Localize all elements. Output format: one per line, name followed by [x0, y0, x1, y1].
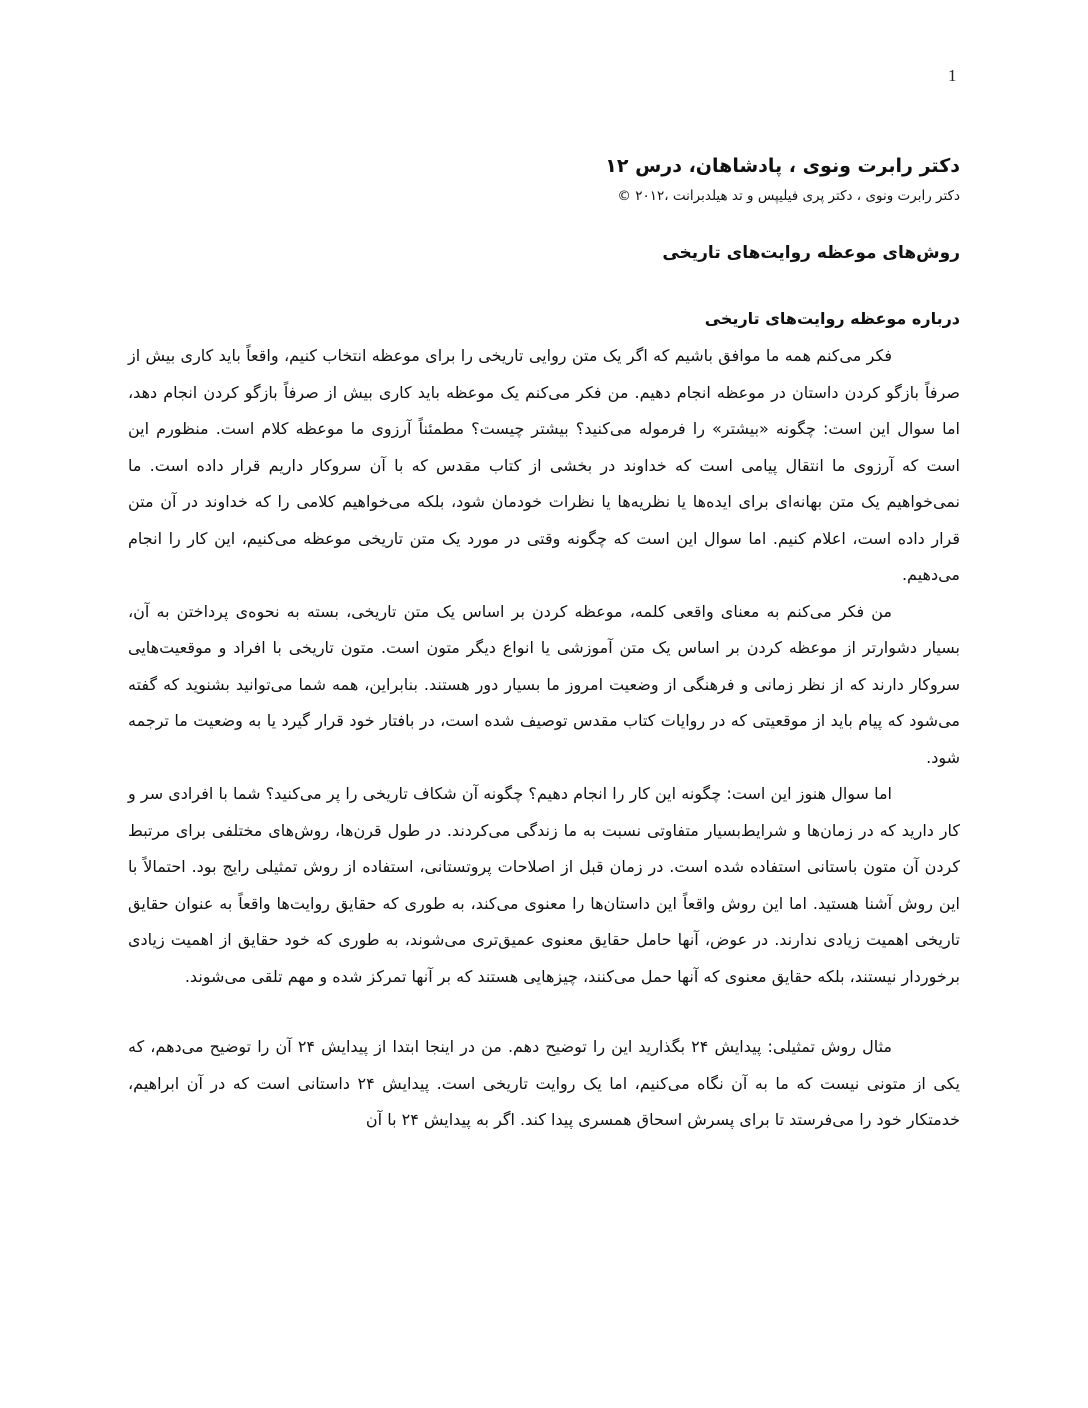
- document-title: دکتر رابرت ونوی ، پادشاهان، درس ۱۲: [605, 155, 960, 177]
- page-number: 1: [948, 66, 957, 85]
- paragraph-spacer: [128, 995, 960, 1029]
- copyright-line: دکتر رابرت ونوی ، دکتر پری فیلیپس و تد هیلدبرانت ،۲۰۱۲ ©: [617, 188, 960, 204]
- paragraph: مثال روش تمثیلی: پیدایش ۲۴ بگذارید این را توضیح دهم. من در اینجا ابتدا از پیدایش ۲۴ آن را توضیح می‌دهم، که یکی از متونی نیست که ما به آن نگاه می‌کنیم، اما یک روایت تاریخی است. پیدایش ۲۴ داستانی است که در آن ابراهیم، خدمتکار خود را می‌فرستد تا برای پسرش اسحاق همسری پیدا کند. اگر به پیدایش ۲۴ با آن: [128, 1037, 960, 1129]
- subheading: درباره موعظه روایت‌های تاریخی: [704, 309, 960, 328]
- paragraph: من فکر می‌کنم به معنای واقعی کلمه، موعظه کردن بر اساس یک متن تاریخی، بسته به نحوه‌ی پرداختن به آن، بسیار دشوارتر از موعظه کردن بر اساس یک متن آموزشی یا انواع دیگر متون است. متون تاریخی با افراد و موقعیت‌هایی سروکار دارند که از نظر زمانی و فرهنگی از وضعیت امروز ما بسیار دور هستند. بنابراین، همه شما می‌توانید بشنوید که گفته می‌شود که پیام باید از موقعیتی که در روایات کتاب مقدس توصیف شده است، در بافتار خود قرار گیرد یا به وضعیت ما ترجمه شود.: [128, 601, 960, 767]
- section-heading: روش‌های موعظه روایت‌های تاریخی: [662, 243, 960, 263]
- paragraph: اما سوال هنوز این است: چگونه این کار را انجام دهیم؟ چگونه آن شکاف تاریخی را پر می‌کنید؟ شما با افرادی سر و کار دارید که در زمان‌ها و شرایط‌بسیار متفاوتی نسبت به ما زندگی می‌کردند. در طول قرن‌ها، روش‌های مختلفی برای مرتبط کردن آن متون باستانی استفاده شده است. در زمان قبل از اصلاحات پروتستانی، استفاده از روش تمثیلی رایج بود. احتمالاً با این روش آشنا هستید. اما این روش واقعاً این داستان‌ها را معنوی می‌کند، به طوری که حقایق روایت‌ها واقعاً به عنوان حقایق تاریخی اهمیت زیادی ندارند. در عوض، آنها حامل حقایق معنوی عمیق‌تری می‌شوند، به طوری که خود حقایق از اهمیت زیادی برخوردار نیستند، بلکه حقایق معنوی که آنها حمل می‌کنند، چیزهایی هستند که بر آنها تمرکز شده و مهم تلقی می‌شوند.: [128, 784, 960, 986]
- document-body: [128, 148, 960, 1139]
- paragraph: فکر می‌کنم همه ما موافق باشیم که اگر یک متن روایی تاریخی را برای موعظه انتخاب کنیم، واقعاً باید کاری بیش از صرفاً بازگو کردن داستان در موعظه انجام دهیم. من فکر می‌کنم یک موعظه باید کاری بیش از صرفاً بازگو کردن انجام دهد، اما سوال این است: چگونه «بیشتر» را فرموله می‌کنید؟ بیشتر چیست؟ مطمئناً آرزوی ما موعظه کلام است. منظورم این است که آرزوی ما انتقال پیامی است که خداوند در بخشی از کتاب مقدس که با آن سروکار داریم قرار داده است. ما نمی‌خواهیم یک متن بهانه‌ای برای ایده‌ها یا نظریه‌ها یا نظرات خودمان شود، بلکه می‌خواهیم کلامی را که خداوند در آن متن قرار داده است، اعلام کنیم. اما سوال این است که چگونه وقتی در مورد یک متن تاریخی موعظه می‌کنیم، این کار را انجام می‌دهیم.: [128, 346, 960, 584]
